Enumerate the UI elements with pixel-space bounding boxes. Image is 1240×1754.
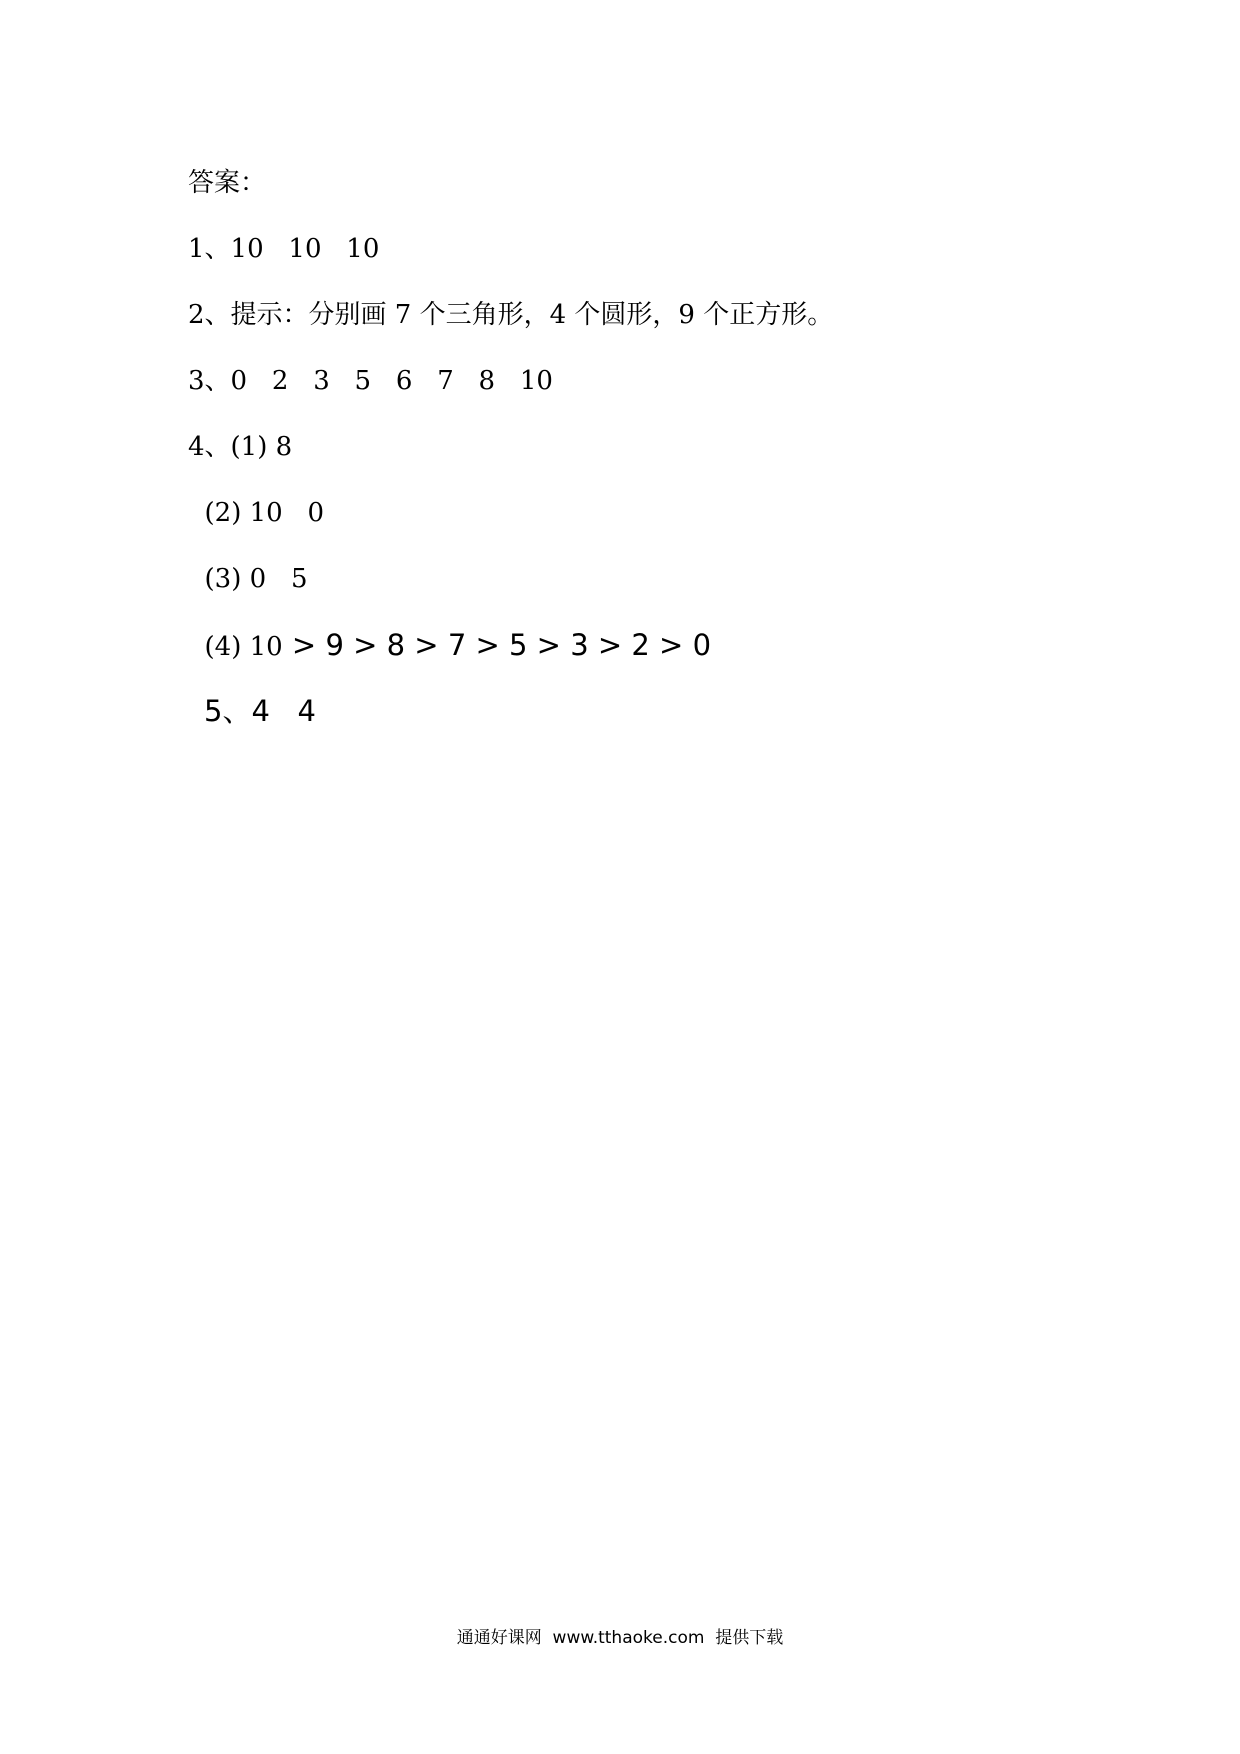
answers-heading: 答案： bbox=[188, 168, 267, 198]
answer-5: 5、4 4 bbox=[204, 694, 317, 728]
answer-4-part-1: 4、(1) 8 bbox=[188, 432, 293, 462]
answer-4-part-2: (2) 10 0 bbox=[188, 498, 325, 528]
answer-1: 1、10 10 10 bbox=[188, 234, 380, 264]
answer-3: 3、0 2 3 5 6 7 8 10 bbox=[188, 366, 553, 396]
answer-4-part-4-sequence: > 9 > 8 > 7 > 5 > 3 > 2 > 0 bbox=[282, 628, 712, 662]
answer-2: 2、提示：分别画 7 个三角形，4 个圆形，9 个正方形。 bbox=[188, 300, 834, 330]
answer-4-part-4-prefix: (4) 10 bbox=[188, 632, 283, 662]
answer-4-part-3: (3) 0 5 bbox=[188, 564, 308, 594]
answer-4-part-4 bbox=[188, 628, 711, 664]
footer-source: 通通好课网 www.tthaoke.com 提供下载 bbox=[456, 1628, 784, 1648]
